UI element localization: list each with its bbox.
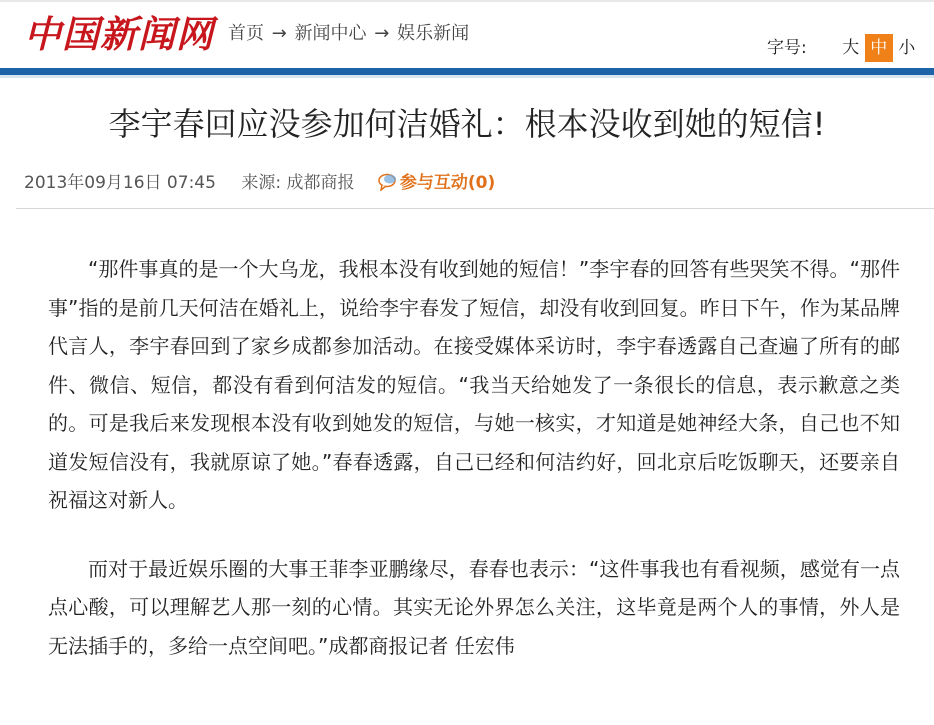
article-paragraph: “那件事真的是一个大乌龙，我根本没有收到她的短信！”李宇春的回答有些哭笑不得。“那件事”指的是前几天何洁在婚礼上，说给李宇春发了短信，却没有收到回复。昨日下午，作为某品牌代言人，李宇春回到了家乡成都参加活动。在接受媒体采访时，李宇春透露自己查遍了所有的邮件、微信、短信，都没有看到何洁发的短信。“我当天给她发了一条很长的信息，表示歉意之类的。可是我后来发现根本没有收到她发的短信，与她一核实，才知道是她神经大条，自己也不知道发短信没有，我就原谅了她。”春春透露，自己已经和何洁约好，回北京后吃饭聊天，还要亲自祝福这对新人。 (48, 257, 900, 512)
font-size-medium-option[interactable]: 中 (865, 34, 893, 62)
article-meta (24, 168, 495, 198)
article-paragraph: 而对于最近娱乐圈的大事王菲李亚鹏缘尽，春春也表示：“这件事我也有看视频，感觉有一点点心酸，可以理解艺人那一刻的心情。其实无论外界怎么关注，这毕竟是两个人的事情，外人是无法插手的，多给一点空间吧。”成都商报记者 任宏伟 (48, 556, 900, 658)
breadcrumb-news-center-link[interactable]: 新闻中心 (294, 23, 367, 44)
article-body (48, 250, 900, 695)
comment-link[interactable] (378, 173, 495, 193)
font-size-switcher (767, 34, 921, 62)
header-blue-bar (0, 68, 934, 75)
breadcrumb-home-link[interactable]: 首页 (228, 23, 264, 44)
header-bar-shadow (0, 75, 934, 78)
font-size-large-option[interactable]: 大 (842, 38, 860, 58)
breadcrumb-arrow-icon: → (374, 23, 390, 44)
breadcrumb (228, 20, 469, 48)
comment-bubble-icon (378, 173, 398, 191)
breadcrumb-entertainment-link[interactable]: 娱乐新闻 (397, 23, 470, 44)
font-size-label: 字号: (767, 38, 807, 58)
breadcrumb-arrow-icon: → (271, 23, 287, 44)
article-title: 李宇春回应没参加何洁婚礼：根本没收到她的短信! (108, 105, 826, 143)
source-name: 成都商报 (286, 173, 355, 193)
comment-link-label[interactable]: 参与互动(0) (399, 173, 496, 193)
site-header (0, 0, 934, 68)
site-logo[interactable]: 中国新闻网 (24, 12, 214, 56)
header-top-border (0, 0, 934, 2)
publish-date: 2013年09月16日 07:45 (24, 173, 216, 193)
meta-divider (16, 208, 934, 209)
source-label: 来源: (241, 173, 282, 193)
font-size-small-option[interactable]: 小 (898, 38, 916, 58)
